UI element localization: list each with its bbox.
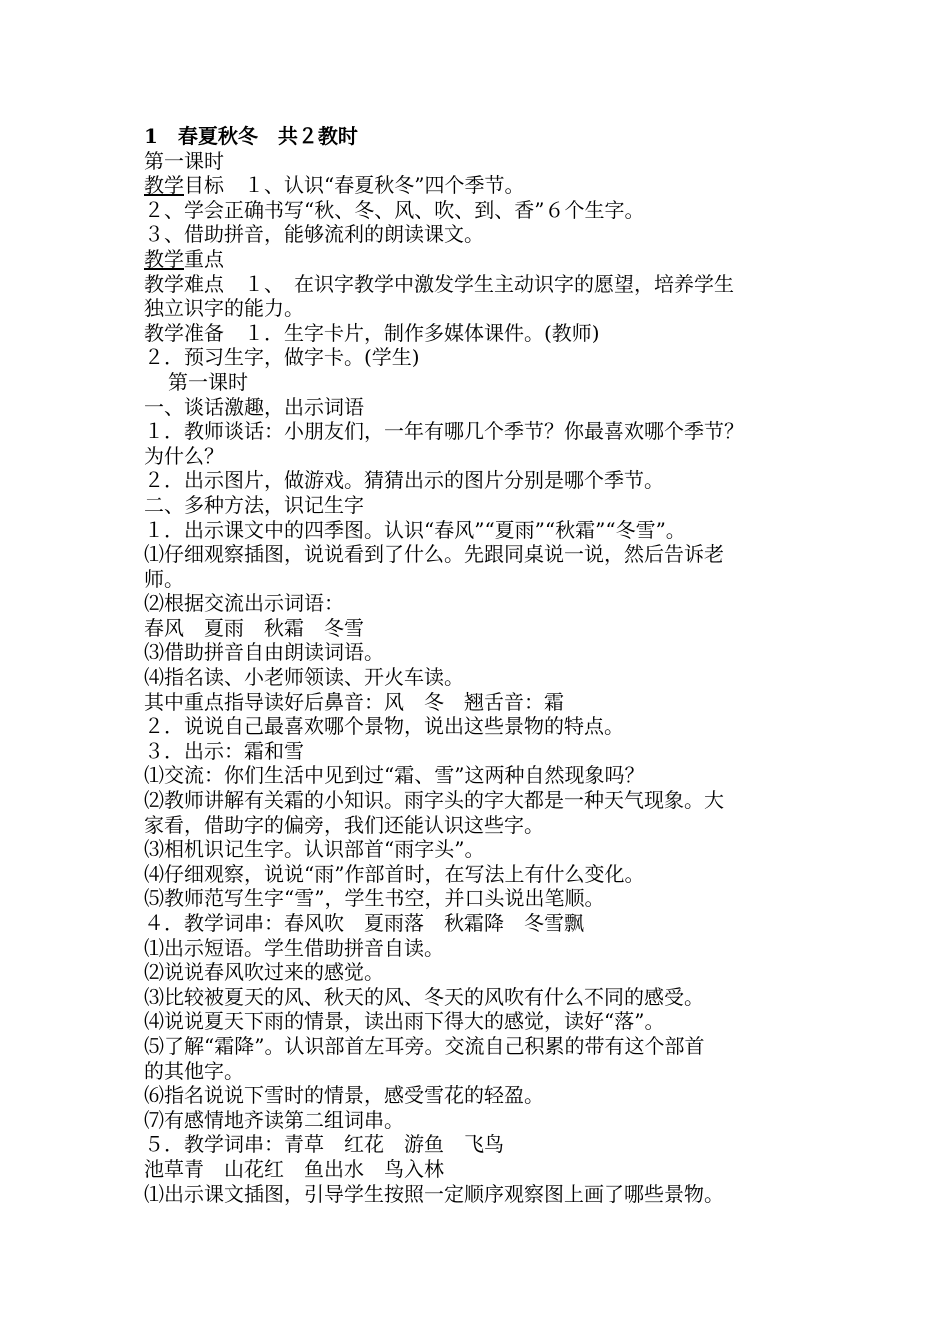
line-text: 第一课时 [144,148,224,173]
line-text: ２．预习生字，做字卡。(学生) [144,345,420,370]
line-text: ⑵说说春风吹过来的感觉。 [144,960,384,985]
text-line [144,763,814,788]
line-text: 池草青 山花红 鱼出水 鸟入林 [144,1156,444,1181]
line-text: 一、谈话激趣，出示词语 [144,394,364,419]
text-line [144,222,814,247]
line-text: ⑶相机识记生字。认识部首“雨字头”。 [144,837,485,862]
text-line [144,886,814,911]
text-line [144,788,814,813]
text-line [144,542,814,567]
line-text: １．出示课文中的四季图。认识“春风”“夏雨”“秋霜”“冬雪”。 [144,517,686,542]
text-line [144,1182,814,1207]
text-line [144,665,814,690]
line-text: ４．教学词串：春风吹 夏雨落 秋霜降 冬雪飘 [144,911,584,935]
line-text: ⑴出示短语。学生借助拼音自读。 [144,935,444,960]
text-line [144,911,814,936]
text-line [144,1034,814,1059]
line-text: 家看，借助字的偏旁，我们还能认识这些字。 [144,812,544,837]
lesson-plan-body [144,149,814,1207]
line-text: ⑵教师讲解有关霜的小知识。雨字头的字大都是一种天气现象。大 [144,788,724,813]
text-line [144,370,814,395]
line-text: 独立识字的能力。 [144,296,304,321]
text-line [144,493,814,518]
line-text: 目标 １、认识“春夏秋冬”四个季节。 [184,173,525,198]
text-line [144,1059,814,1084]
line-text: ⑺有感情地齐读第二组词串。 [144,1107,404,1132]
text-line [144,345,814,370]
text-line [144,296,814,321]
text-line [144,1009,814,1034]
line-text: ⑶借助拼音自由朗读词语。 [144,640,384,665]
line-text: 师。 [144,566,184,591]
line-text: 春风 夏雨 秋霜 冬雪 [144,615,364,640]
line-text: ⑷指名读、小老师领读、开火车读。 [144,665,464,690]
text-line [144,690,814,715]
text-line [144,272,814,297]
text-line [144,591,814,616]
line-text: ⑷说说夏天下雨的情景，读出雨下得大的感觉，读好“落”。 [144,1009,665,1034]
text-line [144,616,814,641]
line-text: ⑶比较被夏天的风、秋天的风、冬天的风吹有什么不同的感受。 [144,984,704,1009]
lesson-title: 1 春夏秋冬 共２教时 [144,124,358,148]
text-line [144,149,814,174]
document-page [144,124,814,1206]
line-text: 二、多种方法，识记生字 [144,492,364,517]
underlined-label: 教学 [144,246,184,271]
line-text: 教学难点 １、 在识字教学中激发学生主动识字的愿望，培养学生 [144,271,734,296]
text-line [144,567,814,592]
text-line [144,247,814,272]
text-line [144,714,814,739]
line-text: １．教师谈话：小朋友们，一年有哪几个季节？你最喜欢哪个季节？ [144,419,744,444]
line-text: 为什么？ [144,443,224,468]
text-line [144,1157,814,1182]
line-text: ⑴出示课文插图，引导学生按照一定顺序观察图上画了哪些景物。 [144,1181,724,1206]
text-line [144,198,814,223]
line-text: 教学准备 １．生字卡片，制作多媒体课件。(教师) [144,320,600,345]
underlined-label: 教学 [144,173,184,198]
line-text: ⑹指名说说下雪时的情景，感受雪花的轻盈。 [144,1083,544,1108]
text-line [144,640,814,665]
text-line [144,321,814,346]
text-line [144,1083,814,1108]
text-line [144,936,814,961]
text-line [144,419,814,444]
line-text: 重点 [184,246,224,271]
text-line [144,739,814,764]
text-line [144,813,814,838]
line-text: 的其他字。 [144,1058,244,1083]
text-line [144,518,814,543]
text-line [144,444,814,469]
line-text: ２．出示图片，做游戏。猜猜出示的图片分别是哪个季节。 [144,468,664,493]
line-text: ３、借助拼音，能够流利的朗读课文。 [144,222,484,247]
line-text: ⑵根据交流出示词语： [144,591,344,616]
line-text: ５．教学词串：青草 红花 游鱼 飞鸟 [144,1132,504,1157]
line-text: ２．说说自己最喜欢哪个景物，说出这些景物的特点。 [144,714,624,739]
text-line [144,173,814,198]
text-line [144,862,814,887]
line-text: ⑸了解“霜降”。认识部首左耳旁。交流自己积累的带有这个部首 [144,1033,705,1058]
text-line [144,985,814,1010]
line-text: ⑸教师范写生字“雪”，学生书空，并口头说出笔顺。 [144,886,605,911]
text-line [144,837,814,862]
text-line [144,468,814,493]
text-line [144,1132,814,1157]
text-line [144,1108,814,1133]
line-text: ⑴交流：你们生活中见到过“霜、雪”这两种自然现象吗？ [144,763,645,788]
line-text: ２、学会正确书写“秋、冬、风、吹、到、香”６个生字。 [144,197,645,222]
line-text: ３．出示：霜和雪 [144,738,304,763]
line-text: 其中重点指导读好后鼻音：风 冬 翘舌音：霜 [144,689,564,714]
text-line [144,395,814,420]
line-text: ⑴仔细观察插图，说说看到了什么。先跟同桌说一说，然后告诉老 [144,542,724,567]
line-text: 第一课时 [168,369,248,394]
text-line [144,960,814,985]
line-text: ⑷仔细观察，说说“雨”作部首时，在写法上有什么变化。 [144,861,645,886]
